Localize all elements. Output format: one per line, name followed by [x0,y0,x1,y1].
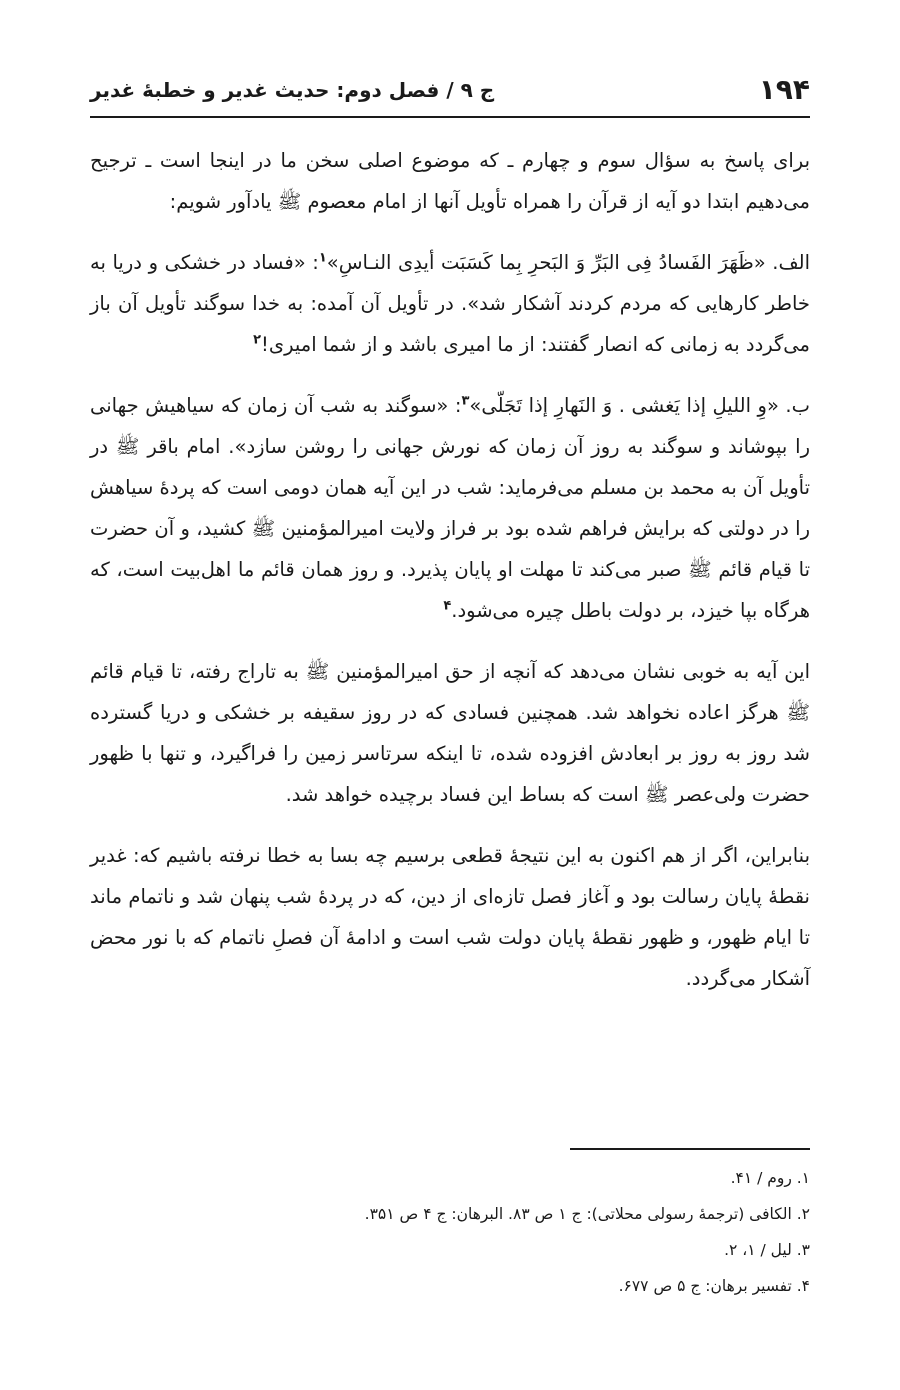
header-divider [90,116,810,118]
verse-quote: الف. «ظَهَرَ الفَسادُ فِی البَرِّ وَ البَحرِ بِما کَسَبَت أیدِی النـاسِ» [326,251,811,274]
footnote-item: ۲. الکافی (ترجمهٔ رسولی محلاتی): ج ۱ ص ۸۳. البرهان: ج ۴ ص ۳۵۱. [364,1205,810,1223]
paragraph-text: این آیه به خوبی نشان می‌دهد که آنچه از حق امیرالمؤمنین ﷺ به تاراج رفته، تا قیام قائم ﷺ هرگز اعاده نخواهد شد. همچنین فسادی که در روز سقیفه بر خشکی و دریا گسترده شد روز به روز بر ابعادش افزوده شده، تا اینکه سرتاسر زمین را فراگیرد، و تنها با ظهور حضرت ولی‌عصر ﷺ است که بساط این فساد برچیده خواهد شد. [90,660,810,806]
footnote-ref: ۱ [318,250,327,266]
paragraph-text: : «سوگند به شب آن زمان که سیاهیش جهانی را بپوشاند و سوگند به روز آن زمان که نورش جهانی را روشن سازد». امام باقر ﷺ در تأویل آن به محمد بن مسلم می‌فرماید: شب در این آیه همان دومی است که پردهٔ سیاهش را در دولتی که برایش فراهم شده بود بر فراز ولایت امیرالمؤمنین ﷺ کشید، و آن حضرت تا قیام قائم ﷺ صبر می‌کند تا مهلت او پایان پذیرد. و روز همان قائم ما اهل‌بیت است، که هرگاه بپا خیزد، بر دولت باطل چیره می‌شود. [90,394,810,622]
footnote-item: ۳. لیل / ۱، ۲. [724,1241,810,1259]
paragraph-verse-be [90,385,810,631]
footnote-item: ۱. روم / ۴۱. [730,1169,810,1187]
footnote-ref: ۲ [253,332,262,348]
page-header [90,68,810,108]
footnote-ref: ۳ [461,393,470,409]
footnote-ref: ۴ [443,598,452,614]
page-number: ۱۹۴ [758,73,810,106]
paragraph-text: برای پاسخ به سؤال سوم و چهارم ـ که موضوع اصلی سخن ما در اینجا است ـ ترجیح می‌دهیم ابتدا دو آیه از قرآن را همراه تأویل آنها از امام معصوم ﷺ یادآور شویم: [90,149,810,213]
footnotes [90,1160,810,1304]
paragraph-explanation [90,651,810,815]
main-text [90,140,810,1019]
paragraph-text: : «فساد در خشکی و دریا به خاطر کارهایی که مردم کردند آشکار شد». در تأویل آن آمده: به خدا سوگند تأویل آن باز می‌گردد به زمانی که انصار گفتند: از ما امیری باشد و از شما امیری! [90,251,810,356]
running-title: ج ۹ / فصل دوم: حدیث غدیر و خطبهٔ غدیر [90,78,495,102]
paragraph-text: بنابراین، اگر از هم اکنون به این نتیجهٔ قطعی برسیم چه بسا به خطا نرفته باشیم که: غدیر نقطهٔ پایان رسالت بود و آغاز فصل تازه‌ای از دین، که در پردهٔ شب پنهان شد و ناتمام ماند تا ایام ظهور، و ظهور نقطهٔ پایان دولت شب است و ادامهٔ آن فصلِ ناتمام که با نور محض آشکار می‌گردد. [90,844,810,990]
footnote-item: ۴. تفسیر برهان: ج ۵ ص ۶۷۷. [618,1277,810,1295]
verse-quote: ب. «وِ اللیلِ إذا یَغشی . وَ النَهارِ إذا تَجَلّی» [469,394,810,417]
paragraph-conclusion [90,835,810,999]
paragraph-verse-alef [90,242,810,365]
footnote-divider [570,1148,810,1150]
paragraph-intro [90,140,810,222]
